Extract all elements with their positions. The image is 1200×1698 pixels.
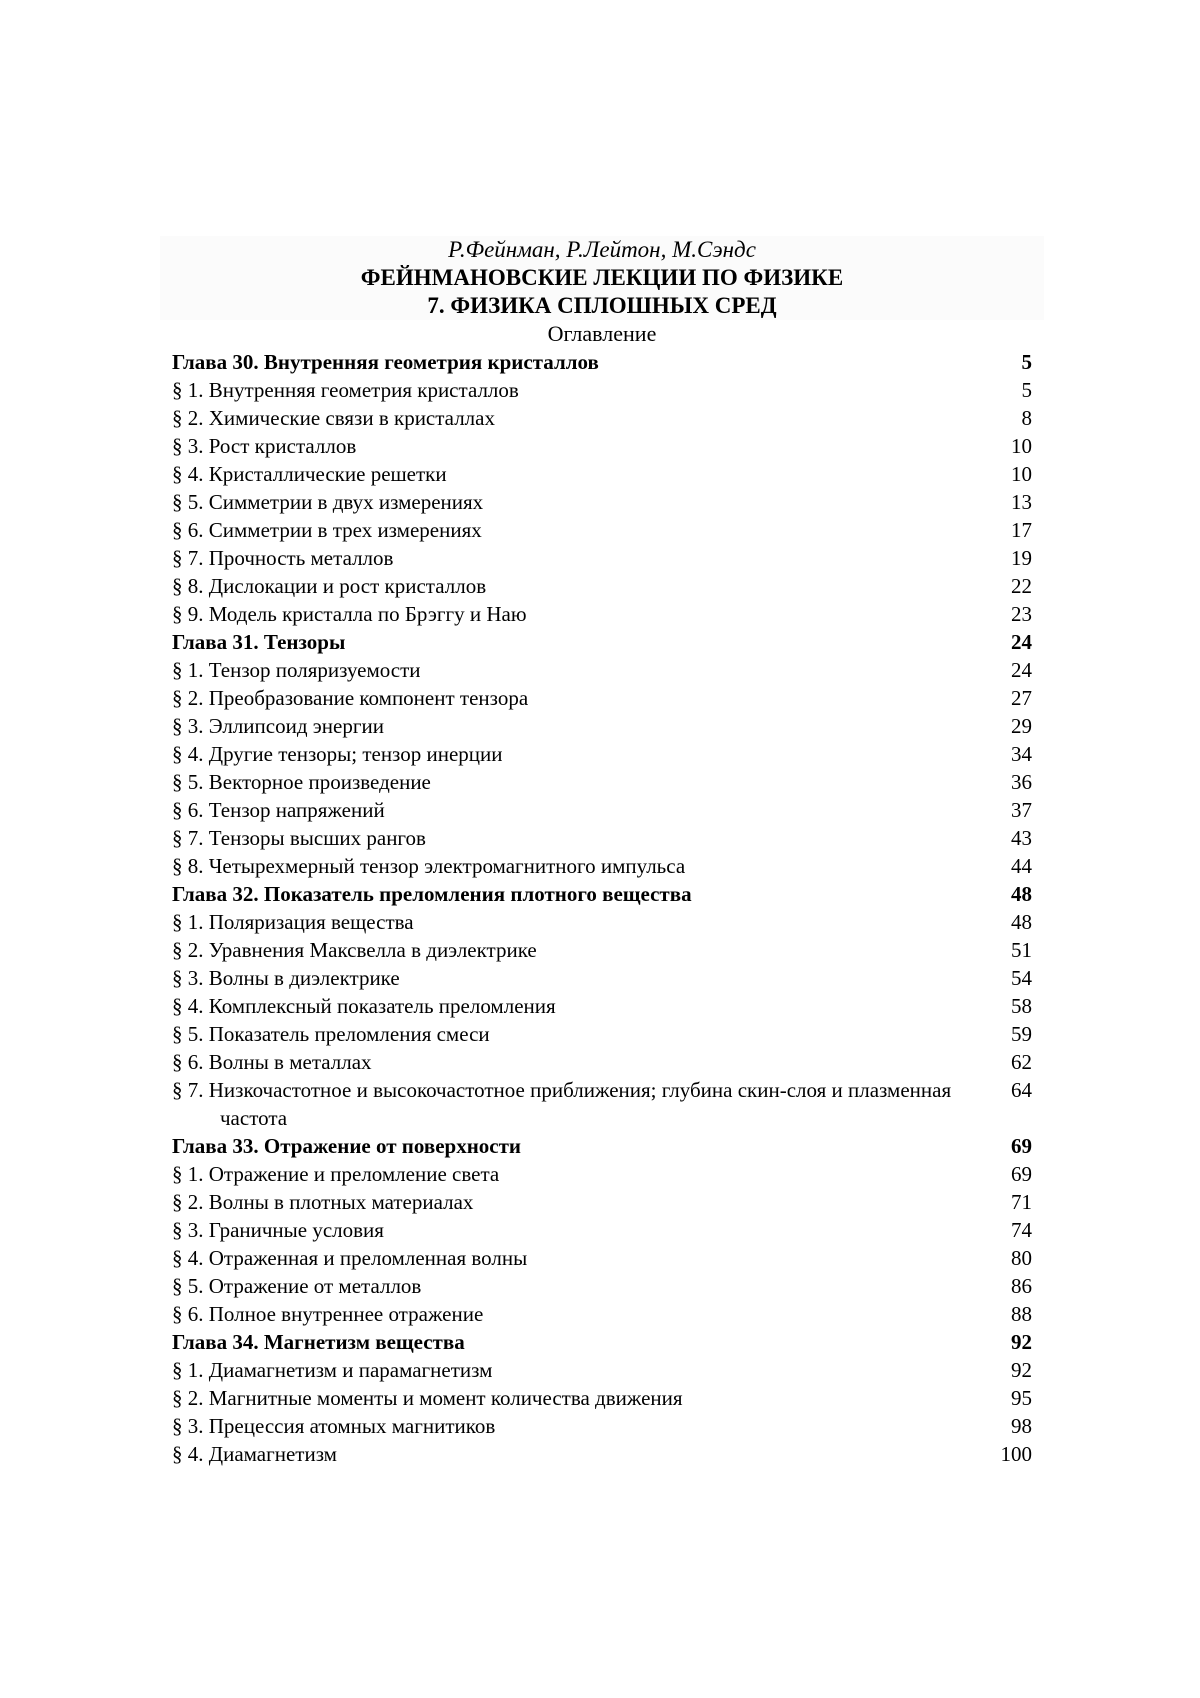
toc-page-number: 71 — [1011, 1190, 1032, 1214]
toc-section-row[interactable] — [172, 824, 1032, 852]
toc-section-row[interactable] — [172, 1188, 1032, 1216]
toc-page-number: 95 — [1011, 1386, 1032, 1410]
toc-chapter-row[interactable] — [172, 628, 1032, 656]
toc-page-number: 36 — [1011, 770, 1032, 794]
toc-section-row[interactable] — [172, 376, 1032, 404]
toc-page-number: 98 — [1011, 1414, 1032, 1438]
toc-chapter-row[interactable] — [172, 1328, 1032, 1356]
toc-page-number: 100 — [1000, 1442, 1032, 1466]
toc-section-row[interactable] — [172, 1356, 1032, 1384]
toc-page-number: 54 — [1011, 966, 1032, 990]
toc-heading: Оглавление — [547, 321, 657, 346]
toc-page-number: 5 — [1021, 350, 1032, 374]
toc-section-row[interactable] — [172, 1216, 1032, 1244]
toc-entry-title: Глава 30. Внутренняя геометрия кристаллов — [172, 350, 599, 374]
toc-entry-title: § 8. Четырехмерный тензор электромагнитного импульса — [172, 854, 686, 878]
toc-section-row[interactable] — [172, 1440, 1032, 1468]
toc-section-row[interactable] — [172, 1300, 1032, 1328]
toc-section-row[interactable] — [172, 1384, 1032, 1412]
toc-page-number: 13 — [1011, 490, 1032, 514]
toc-entry-title: § 3. Граничные условия — [172, 1218, 384, 1242]
toc-entry-title: § 5. Симметрии в двух измерениях — [172, 490, 484, 514]
toc-page-number: 22 — [1011, 574, 1032, 598]
toc-page-number: 10 — [1011, 462, 1032, 486]
toc-section-row[interactable] — [172, 964, 1032, 992]
toc-entry-title: § 6. Полное внутреннее отражение — [172, 1302, 484, 1326]
toc-page-number: 48 — [1011, 910, 1032, 934]
toc-section-row[interactable] — [172, 796, 1032, 824]
toc-section-row[interactable] — [172, 1244, 1032, 1272]
toc-section-row[interactable] — [172, 852, 1032, 880]
toc-entry-title: § 6. Волны в металлах — [172, 1050, 372, 1074]
toc-entry-title: § 4. Кристаллические решетки — [172, 462, 447, 486]
toc-entry-title: § 2. Уравнения Максвелла в диэлектрике — [172, 938, 537, 962]
table-of-contents — [172, 348, 1032, 1468]
toc-entry-title: § 2. Волны в плотных материалах — [172, 1190, 474, 1214]
authors-line: Р.Фейнман, Р.Лейтон, М.Сэндс — [448, 237, 756, 262]
toc-entry-title: Глава 33. Отражение от поверхности — [172, 1134, 522, 1158]
toc-section-row[interactable] — [172, 684, 1032, 712]
toc-page-number: 44 — [1011, 854, 1032, 878]
toc-section-row[interactable] — [172, 544, 1032, 572]
toc-page-number: 62 — [1011, 1050, 1032, 1074]
toc-page-number: 24 — [1011, 630, 1032, 654]
document-header — [160, 236, 1044, 320]
volume-title: 7. ФИЗИКА СПЛОШНЫХ СРЕД — [427, 293, 777, 318]
toc-page-number: 92 — [1011, 1358, 1032, 1382]
toc-entry-title: § 3. Рост кристаллов — [172, 434, 357, 458]
toc-page-number: 23 — [1011, 602, 1032, 626]
toc-entry-title: § 4. Диамагнетизм — [172, 1442, 337, 1466]
toc-entry-title: § 4. Комплексный показатель преломления — [172, 994, 556, 1018]
toc-entry-title: § 7. Прочность металлов — [172, 546, 394, 570]
toc-entry-title: § 1. Тензор поляризуемости — [172, 658, 421, 682]
toc-entry-title: § 8. Дислокации и рост кристаллов — [172, 574, 487, 598]
toc-page-number: 34 — [1011, 742, 1032, 766]
toc-page-number: 10 — [1011, 434, 1032, 458]
toc-entry-title: § 7. Тензоры высших рангов — [172, 826, 426, 850]
toc-section-row[interactable] — [172, 488, 1032, 516]
toc-entry-title: § 2. Преобразование компонент тензора — [172, 686, 529, 710]
toc-entry-title: § 1. Поляризация вещества — [172, 910, 414, 934]
toc-page-number: 69 — [1011, 1162, 1032, 1186]
toc-section-row[interactable] — [172, 1160, 1032, 1188]
toc-page-number: 29 — [1011, 714, 1032, 738]
toc-page-number: 24 — [1011, 658, 1032, 682]
toc-section-row[interactable] — [172, 1048, 1032, 1076]
toc-entry-title: § 4. Отраженная и преломленная волны — [172, 1246, 528, 1270]
toc-section-row[interactable] — [172, 1076, 1032, 1132]
toc-entry-title: § 7. Низкочастотное и высокочастотное приближения; глубина скин-слоя и плазменная частота — [172, 1078, 952, 1130]
toc-section-row[interactable] — [172, 572, 1032, 600]
toc-chapter-row[interactable] — [172, 348, 1032, 376]
toc-entry-title: § 5. Векторное произведение — [172, 770, 431, 794]
toc-entry-title: § 1. Диамагнетизм и парамагнетизм — [172, 1358, 493, 1382]
toc-entry-title: § 2. Магнитные моменты и момент количества движения — [172, 1386, 683, 1410]
toc-section-row[interactable] — [172, 432, 1032, 460]
toc-page-number: 86 — [1011, 1274, 1032, 1298]
toc-entry-title: § 3. Волны в диэлектрике — [172, 966, 400, 990]
toc-entry-title: § 6. Тензор напряжений — [172, 798, 385, 822]
toc-page-number: 19 — [1011, 546, 1032, 570]
toc-page-number: 8 — [1021, 406, 1032, 430]
toc-page-number: 69 — [1011, 1134, 1032, 1158]
toc-section-row[interactable] — [172, 1020, 1032, 1048]
toc-section-row[interactable] — [172, 992, 1032, 1020]
toc-chapter-row[interactable] — [172, 880, 1032, 908]
toc-entry-title: § 3. Эллипсоид энергии — [172, 714, 384, 738]
toc-entry-title: § 9. Модель кристалла по Брэггу и Наю — [172, 602, 527, 626]
document-page — [172, 236, 1032, 1468]
toc-entry-title: § 1. Внутренняя геометрия кристаллов — [172, 378, 519, 402]
toc-page-number: 74 — [1011, 1218, 1032, 1242]
toc-section-row[interactable] — [172, 740, 1032, 768]
toc-chapter-row[interactable] — [172, 1132, 1032, 1160]
toc-page-number: 5 — [1021, 378, 1032, 402]
toc-section-row[interactable] — [172, 712, 1032, 740]
toc-page-number: 59 — [1011, 1022, 1032, 1046]
toc-section-row[interactable] — [172, 404, 1032, 432]
toc-page-number: 37 — [1011, 798, 1032, 822]
toc-page-number: 88 — [1011, 1302, 1032, 1326]
toc-section-row[interactable] — [172, 908, 1032, 936]
series-title: ФЕЙНМАНОВСКИЕ ЛЕКЦИИ ПО ФИЗИКЕ — [360, 265, 844, 290]
toc-section-row[interactable] — [172, 656, 1032, 684]
toc-entry-title: § 2. Химические связи в кристаллах — [172, 406, 495, 430]
toc-entry-title: § 5. Отражение от металлов — [172, 1274, 422, 1298]
toc-page-number: 64 — [1011, 1078, 1032, 1102]
toc-section-row[interactable] — [172, 936, 1032, 964]
toc-section-row[interactable] — [172, 460, 1032, 488]
toc-page-number: 17 — [1011, 518, 1032, 542]
toc-entry-title: § 5. Показатель преломления смеси — [172, 1022, 490, 1046]
toc-entry-title: § 4. Другие тензоры; тензор инерции — [172, 742, 503, 766]
toc-page-number: 58 — [1011, 994, 1032, 1018]
toc-entry-title: Глава 32. Показатель преломления плотного вещества — [172, 882, 692, 906]
toc-page-number: 48 — [1011, 882, 1032, 906]
toc-page-number: 92 — [1011, 1330, 1032, 1354]
toc-section-row[interactable] — [172, 1412, 1032, 1440]
toc-page-number: 51 — [1011, 938, 1032, 962]
toc-page-number: 43 — [1011, 826, 1032, 850]
toc-page-number: 27 — [1011, 686, 1032, 710]
toc-section-row[interactable] — [172, 600, 1032, 628]
toc-section-row[interactable] — [172, 516, 1032, 544]
toc-section-row[interactable] — [172, 1272, 1032, 1300]
toc-section-row[interactable] — [172, 768, 1032, 796]
toc-entry-title: Глава 34. Магнетизм вещества — [172, 1330, 465, 1354]
toc-page-number: 80 — [1011, 1246, 1032, 1270]
toc-entry-title: Глава 31. Тензоры — [172, 630, 346, 654]
toc-entry-title: § 1. Отражение и преломление света — [172, 1162, 500, 1186]
toc-entry-title: § 3. Прецессия атомных магнитиков — [172, 1414, 496, 1438]
toc-entry-title: § 6. Симметрии в трех измерениях — [172, 518, 482, 542]
